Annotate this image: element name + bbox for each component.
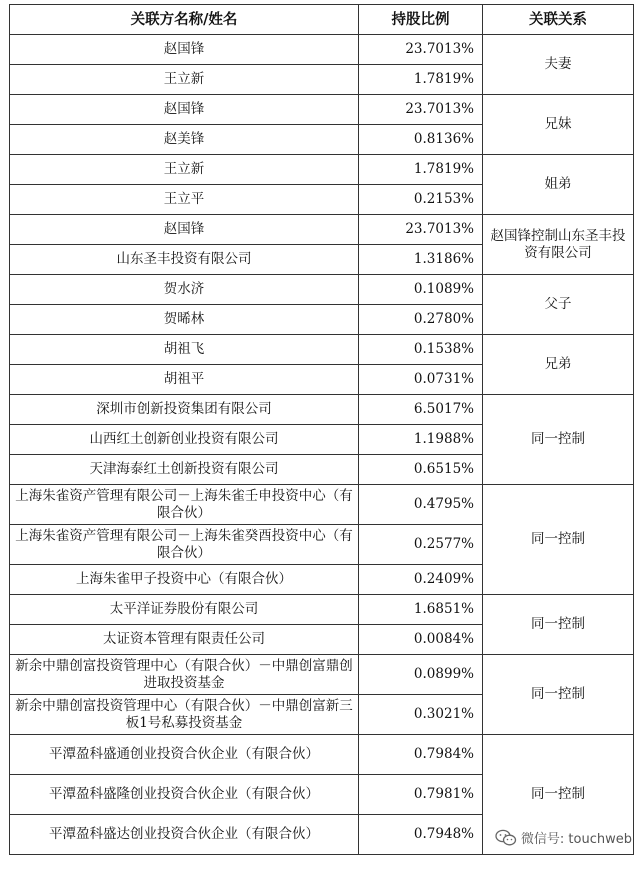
share-ratio-cell: 0.2577% — [359, 525, 483, 565]
share-ratio-cell: 1.7819% — [359, 65, 483, 95]
party-name-cell: 胡祖平 — [10, 365, 359, 395]
share-ratio-cell: 0.2780% — [359, 305, 483, 335]
share-ratio-cell: 0.7984% — [359, 735, 483, 775]
relation-cell: 赵国锋控制山东圣丰投资有限公司 — [483, 215, 634, 275]
party-name-cell: 上海朱雀资产管理有限公司－上海朱雀癸酉投资中心（有限合伙） — [10, 525, 359, 565]
table-row — [10, 485, 634, 525]
party-name-cell: 平潭盈科盛隆创业投资合伙企业（有限合伙） — [10, 775, 359, 815]
relation-cell: 同一控制 — [483, 595, 634, 655]
party-name-cell: 王立新 — [10, 155, 359, 185]
share-ratio-cell: 0.0084% — [359, 625, 483, 655]
party-name-cell: 贺晞林 — [10, 305, 359, 335]
table-row — [10, 35, 634, 65]
share-ratio-cell: 1.6851% — [359, 595, 483, 625]
relation-cell: 同一控制 — [483, 485, 634, 595]
party-name-cell: 赵国锋 — [10, 215, 359, 245]
share-ratio-cell: 0.1089% — [359, 275, 483, 305]
table-row — [10, 335, 634, 365]
share-ratio-cell: 23.7013% — [359, 95, 483, 125]
header-name: 关联方名称/姓名 — [10, 5, 359, 35]
table-row — [10, 95, 634, 125]
share-ratio-cell: 0.4795% — [359, 485, 483, 525]
party-name-cell: 太证资本管理有限责任公司 — [10, 625, 359, 655]
party-name-cell: 上海朱雀甲子投资中心（有限合伙） — [10, 565, 359, 595]
party-name-cell: 王立平 — [10, 185, 359, 215]
share-ratio-cell: 23.7013% — [359, 215, 483, 245]
party-name-cell: 天津海泰红土创新投资有限公司 — [10, 455, 359, 485]
party-name-cell: 新余中鼎创富投资管理中心（有限合伙）－中鼎创富鼎创进取投资基金 — [10, 655, 359, 695]
relation-cell: 夫妻 — [483, 35, 634, 95]
table-row — [10, 655, 634, 695]
table-body — [10, 35, 634, 855]
share-ratio-cell: 0.6515% — [359, 455, 483, 485]
watermark — [495, 828, 632, 847]
relation-cell: 兄妹 — [483, 95, 634, 155]
relation-cell: 同一控制 — [483, 735, 634, 855]
share-ratio-cell: 0.2153% — [359, 185, 483, 215]
party-name-cell: 贺水济 — [10, 275, 359, 305]
party-name-cell: 赵国锋 — [10, 95, 359, 125]
table-row — [10, 215, 634, 245]
wechat-icon — [495, 829, 517, 847]
share-ratio-cell: 1.7819% — [359, 155, 483, 185]
share-ratio-cell: 0.7981% — [359, 775, 483, 815]
table-row — [10, 155, 634, 185]
share-ratio-cell: 1.1988% — [359, 425, 483, 455]
party-name-cell: 赵美锋 — [10, 125, 359, 155]
relation-cell: 姐弟 — [483, 155, 634, 215]
party-name-cell: 深圳市创新投资集团有限公司 — [10, 395, 359, 425]
party-name-cell: 赵国锋 — [10, 35, 359, 65]
share-ratio-cell: 0.1538% — [359, 335, 483, 365]
party-name-cell: 平潭盈科盛通创业投资合伙企业（有限合伙） — [10, 735, 359, 775]
relation-cell: 同一控制 — [483, 395, 634, 485]
share-ratio-cell: 0.2409% — [359, 565, 483, 595]
share-ratio-cell: 0.8136% — [359, 125, 483, 155]
share-ratio-cell: 0.0731% — [359, 365, 483, 395]
party-name-cell: 山西红土创新创业投资有限公司 — [10, 425, 359, 455]
share-ratio-cell: 23.7013% — [359, 35, 483, 65]
party-name-cell: 平潭盈科盛达创业投资合伙企业（有限合伙） — [10, 815, 359, 855]
share-ratio-cell: 0.7948% — [359, 815, 483, 855]
table-row — [10, 275, 634, 305]
table-header-row — [10, 5, 634, 35]
party-name-cell: 上海朱雀资产管理有限公司－上海朱雀壬申投资中心（有限合伙） — [10, 485, 359, 525]
share-ratio-cell: 0.0899% — [359, 655, 483, 695]
party-name-cell: 山东圣丰投资有限公司 — [10, 245, 359, 275]
table-row — [10, 595, 634, 625]
header-relation: 关联关系 — [483, 5, 634, 35]
party-name-cell: 胡祖飞 — [10, 335, 359, 365]
relation-cell: 父子 — [483, 275, 634, 335]
related-party-table — [9, 4, 634, 855]
table-row — [10, 735, 634, 775]
share-ratio-cell: 0.3021% — [359, 695, 483, 735]
share-ratio-cell: 6.5017% — [359, 395, 483, 425]
share-ratio-cell: 1.3186% — [359, 245, 483, 275]
party-name-cell: 太平洋证券股份有限公司 — [10, 595, 359, 625]
party-name-cell: 新余中鼎创富投资管理中心（有限合伙）－中鼎创富新三板1号私募投资基金 — [10, 695, 359, 735]
relation-cell: 同一控制 — [483, 655, 634, 735]
party-name-cell: 王立新 — [10, 65, 359, 95]
header-ratio: 持股比例 — [359, 5, 483, 35]
relation-cell: 兄弟 — [483, 335, 634, 395]
table-row — [10, 395, 634, 425]
watermark-text: 微信号: touchweb — [520, 832, 632, 847]
